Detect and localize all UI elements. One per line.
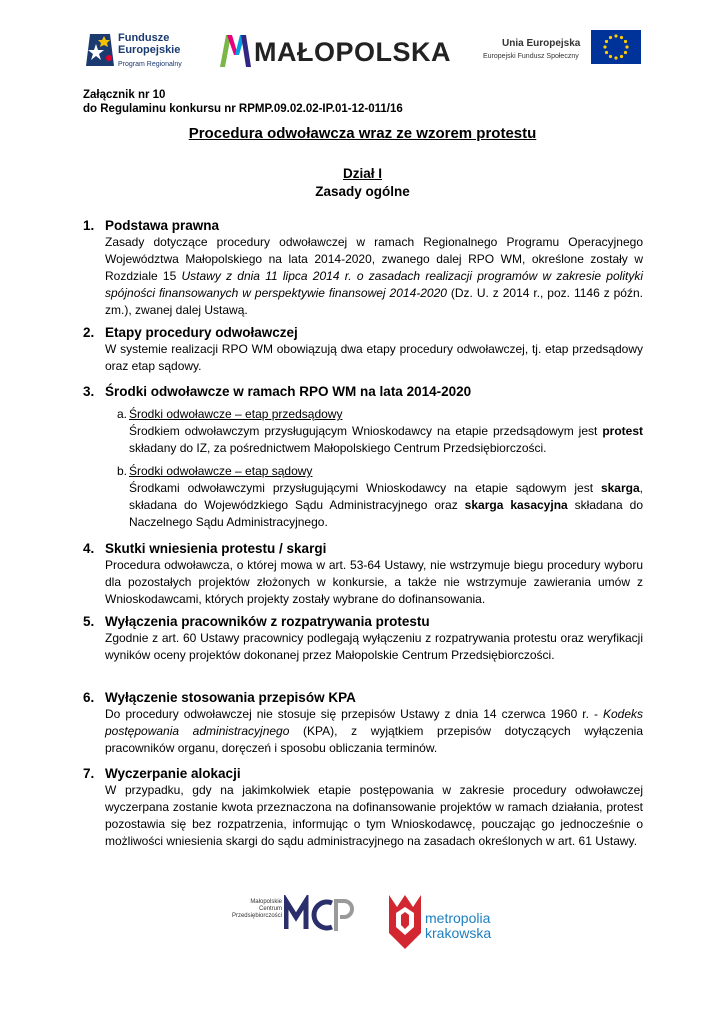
eu-line1: Unia Europejska	[502, 38, 581, 49]
section-text-bold: protest	[602, 424, 643, 438]
section-heading	[83, 325, 643, 341]
subsection-heading	[117, 463, 643, 480]
section-text: Środkiem odwoławczym przysługującym Wnioskodawcy na etapie przedsądowym jest	[129, 424, 603, 438]
header-logos	[0, 22, 725, 76]
section-heading	[83, 690, 643, 706]
section-number: 6.	[83, 690, 95, 705]
section-number: 3.	[83, 384, 95, 399]
section-number: 2.	[83, 325, 95, 340]
section-heading	[83, 614, 643, 630]
section-text-bold: skarga	[600, 481, 640, 495]
mcp-line3: Przedsiębiorczości	[231, 913, 282, 919]
mcp-mark-icon	[284, 895, 356, 935]
mk-line2: krakowska	[425, 925, 492, 941]
section-text: Środkami odwoławczymi przysługującymi Wnioskodawcy na etapie sądowym jest	[129, 481, 601, 495]
section-text: (KPA), z wyjątkiem przepisów dotyczących wyłączenia pracowników organu, doręczeń i sposobu obliczania terminów.	[105, 724, 644, 755]
division-subtitle: Zasady ogólne	[315, 184, 410, 199]
section-body: Procedura odwoławcza, o której mowa w art. 53-64 Ustawy, nie wstrzymuje biegu procedury wyboru dla pozostałych projektów złożonych w konkursie, a także nie wstrzymuje zawierania umów z Wnioskodawcami, których projekty zostały wybrane do dofinansowania.	[105, 558, 643, 606]
section-number: 1.	[83, 218, 95, 233]
division-label: Dział I	[342, 166, 382, 181]
section-text-italic: Kodeks postępowania administracyjnego	[105, 707, 643, 738]
section-text: (Dz. U. z 2014 r., poz. 1146 z późn. zm.), zwanej dalej Ustawą.	[105, 286, 643, 317]
fe-line1: Fundusze	[118, 32, 170, 44]
section-3	[83, 384, 643, 531]
section-1	[83, 218, 643, 319]
mk-line1: metropolia	[425, 910, 491, 926]
section-number: 4.	[83, 541, 95, 556]
eu-line2: Europejski Fundusz Społeczny	[483, 53, 579, 60]
malopolska-wordmark: MAŁOPOLSKA	[254, 37, 451, 67]
section-text: składana do Naczelnego Sądu Administracyjnego.	[129, 498, 643, 529]
subsection-body	[129, 480, 643, 531]
mcp-logo	[228, 889, 358, 937]
annex-reference	[83, 88, 403, 116]
section-body: W przypadku, gdy na jakimkolwiek etapie postępowania w zakresie procedury odwoławczej wyczerpana zostanie kwota przeznaczona na dofinansowanie projektów w ramach działania, protest pozostawia się bez rozpatrzenia, informując o tym Wnioskodawcę, pouczając go jednocześnie o możliwości wniesienia skargi do sądu administracyjnego na zasadach określonych w art. 61 Ustawy.	[105, 783, 643, 848]
fundusze-europejskie-logo	[84, 30, 204, 72]
section-title: Środki odwoławcze w ramach RPO WM na lata 2014-2020	[105, 384, 472, 399]
section-text: , składana do Wojewódzkiego Sądu Administracyjnego oraz	[129, 481, 643, 512]
annex-line1: Załącznik nr 10	[83, 89, 166, 101]
fe-line2: Europejskie	[118, 44, 181, 56]
malopolska-m-icon	[218, 33, 252, 69]
section-heading	[83, 218, 643, 234]
section-text: Zasady dotyczące procedury odwoławczej w ramach Regionalnego Programu Operacyjnego Województwa Małopolskiego na lata 2014-2020, zwanego dalej RPO WM, określone zostały w Rozdziale 15	[105, 235, 643, 283]
mcp-line2: Centrum	[258, 906, 282, 912]
subsection-title: Środki odwoławcze – etap przedsądowy	[129, 407, 343, 421]
section-heading	[83, 384, 643, 400]
section-text-italic: Ustawy z dnia 11 lipca 2014 r. o zasadach realizacji programów w zakresie polityki spójności finansowanych w perspektywie finansowej 2014-2020	[105, 269, 643, 300]
subsection-letter: b.	[117, 464, 128, 478]
section-title: Wyłączenia pracowników z rozpatrywania protestu	[105, 614, 430, 629]
section-title: Skutki wniesienia protestu / skargi	[105, 541, 327, 556]
section-text: składany do IZ, za pośrednictwem Małopolskiego Centrum Przedsiębiorczości.	[129, 441, 547, 455]
section-4	[83, 541, 643, 608]
section-5	[83, 614, 643, 664]
subsection-b	[117, 463, 643, 531]
section-title: Wyłączenie stosowania przepisów KPA	[105, 690, 356, 705]
annex-line2: do Regulaminu konkursu nr RPMP.09.02.02-IP.01-12-011/16	[83, 103, 403, 115]
section-text-bold: skarga kasacyjna	[464, 498, 568, 512]
subsection-letter: a.	[117, 407, 128, 421]
subsection-title: Środki odwoławcze – etap sądowy	[129, 464, 313, 478]
section-title: Podstawa prawna	[105, 218, 220, 233]
fe-line3: Program Regionalny	[118, 61, 182, 68]
subsection-body	[129, 423, 643, 457]
section-number: 7.	[83, 766, 95, 781]
document-title: Procedura odwoławcza wraz ze wzorem protestu	[188, 125, 537, 142]
section-body: W systemie realizacji RPO WM obowiązują dwa etapy procedury odwoławczej, tj. etap przedsądowy oraz etap sądowy.	[105, 342, 643, 373]
section-body: Zgodnie z art. 60 Ustawy pracownicy podlegają wyłączeniu z rozpatrywania protestu oraz weryfikacji wyników oceny projektów dokonanej przez Małopolskie Centrum Przedsiębiorczości.	[105, 631, 643, 662]
section-body	[105, 234, 643, 319]
subsection-heading	[117, 406, 643, 423]
section-title: Etapy procedury odwoławczej	[105, 325, 298, 340]
section-heading	[83, 541, 643, 557]
section-body	[105, 706, 643, 757]
fundusze-europejskie-emblem-icon	[84, 30, 116, 70]
section-6	[83, 690, 643, 757]
section-number: 5.	[83, 614, 95, 629]
metropolia-crown-icon	[388, 893, 422, 949]
section-text: Do procedury odwoławczej nie stosuje się przepisów Ustawy z dnia 14 czerwca 1960 r. -	[105, 707, 603, 721]
section-7	[83, 766, 643, 850]
malopolska-logo	[218, 33, 458, 69]
eu-flag-icon	[591, 30, 641, 64]
subsection-a	[117, 406, 643, 457]
footer-logos	[0, 885, 725, 955]
section-heading	[83, 766, 643, 782]
section-2	[83, 325, 643, 375]
unia-europejska-logo	[478, 30, 648, 70]
section-title: Wyczerpanie alokacji	[105, 766, 241, 781]
mcp-line1: Małopolskie	[250, 899, 282, 905]
metropolia-krakowska-logo	[388, 893, 518, 949]
